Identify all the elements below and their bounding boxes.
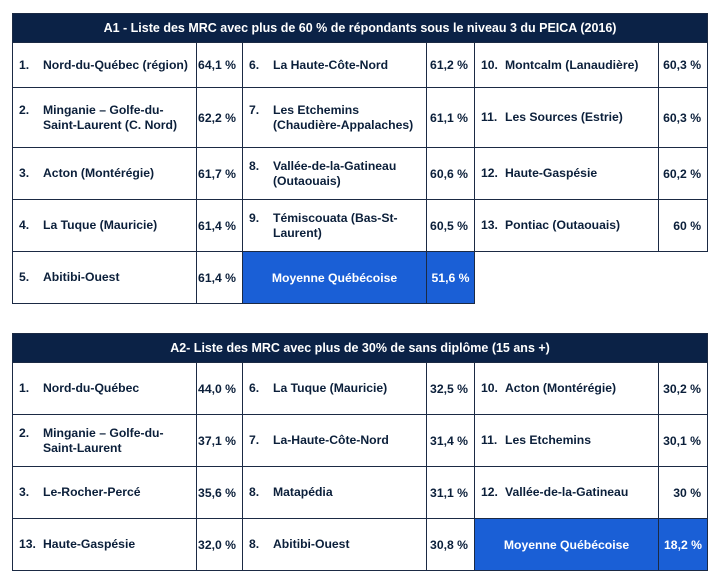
mrc-cell (475, 200, 659, 252)
rank: 13. (19, 537, 36, 551)
table-header-row (13, 14, 708, 43)
average-label: Moyenne Québécoise (475, 519, 659, 571)
mrc-cell (13, 252, 197, 304)
mrc-cell (475, 363, 659, 415)
rank: 11. (481, 433, 498, 447)
rank: 7. (249, 102, 260, 117)
mrc-value: 30 % (659, 467, 708, 519)
mrc-cell (243, 148, 427, 200)
rank: 3. (19, 166, 30, 180)
empty-cell (659, 252, 708, 304)
mrc-value: 62,2 % (197, 88, 243, 148)
mrc-cell (13, 519, 197, 571)
mrc-cell (13, 200, 197, 252)
mrc-value: 61,7 % (197, 148, 243, 200)
average-value: 51,6 % (427, 252, 475, 304)
table-row (13, 519, 708, 571)
empty-cell (475, 252, 659, 304)
mrc-name: Haute-Gaspésie (505, 166, 598, 180)
table-row (13, 88, 708, 148)
table-title: A2- Liste des MRC avec plus de 30% de sans diplôme (15 ans +) (13, 334, 708, 363)
mrc-name: Montcalm (Lanaudière) (505, 57, 639, 72)
mrc-cell (13, 148, 197, 200)
mrc-cell (243, 88, 427, 148)
mrc-name: Abitibi-Ouest (273, 537, 350, 551)
table-a2 (12, 333, 708, 571)
mrc-value: 31,1 % (427, 467, 475, 519)
mrc-name: La-Haute-Côte-Nord (273, 433, 389, 447)
mrc-value: 30,8 % (427, 519, 475, 571)
mrc-cell (243, 363, 427, 415)
mrc-cell (13, 415, 197, 467)
rank: 6. (249, 57, 260, 72)
mrc-cell (243, 519, 427, 571)
mrc-name: Pontiac (Outaouais) (505, 218, 621, 232)
table-row (13, 200, 708, 252)
mrc-name: Abitibi-Ouest (43, 270, 120, 284)
average-value: 18,2 % (659, 519, 708, 571)
rank: 1. (19, 57, 30, 72)
mrc-value: 60,3 % (659, 88, 708, 148)
mrc-value: 60,3 % (659, 43, 708, 88)
rank: 8. (249, 537, 260, 551)
mrc-value: 61,4 % (197, 200, 243, 252)
rank: 8. (249, 158, 260, 173)
table-header-row (13, 334, 708, 363)
mrc-name: Minganie – Golfe-du-Saint-Laurent (43, 425, 164, 455)
mrc-cell (243, 200, 427, 252)
mrc-name: Haute-Gaspésie (43, 537, 136, 551)
mrc-name: Témiscouata (Bas-St-Laurent) (273, 210, 398, 240)
rank: 10. (481, 381, 498, 395)
mrc-name: Nord-du-Québec (région) (43, 57, 188, 72)
rank: 2. (19, 425, 30, 440)
mrc-value: 61,1 % (427, 88, 475, 148)
mrc-name: Les Etchemins (505, 433, 592, 447)
table-row (13, 415, 708, 467)
mrc-value: 35,6 % (197, 467, 243, 519)
mrc-value: 61,2 % (427, 43, 475, 88)
mrc-value: 37,1 % (197, 415, 243, 467)
mrc-name: La Haute-Côte-Nord (273, 57, 389, 72)
table-row (13, 363, 708, 415)
mrc-value: 61,4 % (197, 252, 243, 304)
rank: 8. (249, 485, 260, 499)
rank: 2. (19, 102, 30, 117)
mrc-cell (475, 88, 659, 148)
mrc-value: 30,2 % (659, 363, 708, 415)
rank: 4. (19, 218, 30, 232)
rank: 7. (249, 433, 260, 447)
mrc-name: Acton (Montérégie) (505, 381, 617, 395)
mrc-cell (13, 88, 197, 148)
mrc-name: Matapédia (273, 485, 333, 499)
mrc-value: 60,2 % (659, 148, 708, 200)
mrc-value: 64,1 % (197, 43, 243, 88)
mrc-name: Le-Rocher-Percé (43, 485, 141, 499)
mrc-value: 30,1 % (659, 415, 708, 467)
mrc-cell (243, 415, 427, 467)
mrc-value: 60,6 % (427, 148, 475, 200)
rank: 6. (249, 381, 260, 395)
rank: 1. (19, 381, 30, 395)
mrc-name: Vallée-de-la-Gatineau (505, 485, 629, 499)
rank: 12. (481, 166, 498, 180)
mrc-name: Les Etchemins (Chaudière-Appalaches) (273, 102, 414, 132)
mrc-value: 44,0 % (197, 363, 243, 415)
mrc-value: 60 % (659, 200, 708, 252)
mrc-cell (13, 43, 197, 88)
rank: 11. (481, 110, 498, 124)
mrc-cell (13, 363, 197, 415)
rank: 10. (481, 57, 498, 72)
mrc-name: Les Sources (Estrie) (505, 110, 623, 124)
rank: 13. (481, 218, 498, 232)
rank: 9. (249, 210, 260, 225)
mrc-cell (475, 467, 659, 519)
rank: 12. (481, 485, 498, 499)
rank: 5. (19, 270, 30, 284)
table-title: A1 - Liste des MRC avec plus de 60 % de répondants sous le niveau 3 du PEICA (2016) (13, 14, 708, 43)
table-row (13, 252, 708, 304)
rank: 3. (19, 485, 30, 499)
mrc-value: 32,0 % (197, 519, 243, 571)
mrc-name: La Tuque (Mauricie) (43, 218, 158, 232)
mrc-cell (243, 467, 427, 519)
mrc-value: 32,5 % (427, 363, 475, 415)
mrc-cell (475, 43, 659, 88)
table-row (13, 467, 708, 519)
table-row (13, 43, 708, 88)
mrc-value: 60,5 % (427, 200, 475, 252)
mrc-name: Acton (Montérégie) (43, 166, 155, 180)
average-label: Moyenne Québécoise (243, 252, 427, 304)
mrc-name: La Tuque (Mauricie) (273, 381, 388, 395)
mrc-name: Vallée-de-la-Gatineau (Outaouais) (273, 158, 397, 188)
mrc-cell (13, 467, 197, 519)
mrc-cell (475, 415, 659, 467)
table-a1 (12, 13, 708, 304)
mrc-cell (475, 148, 659, 200)
mrc-name: Minganie – Golfe-du-Saint-Laurent (C. Nord) (43, 102, 178, 132)
mrc-name: Nord-du-Québec (43, 381, 140, 395)
mrc-value: 31,4 % (427, 415, 475, 467)
mrc-cell (243, 43, 427, 88)
table-row (13, 148, 708, 200)
